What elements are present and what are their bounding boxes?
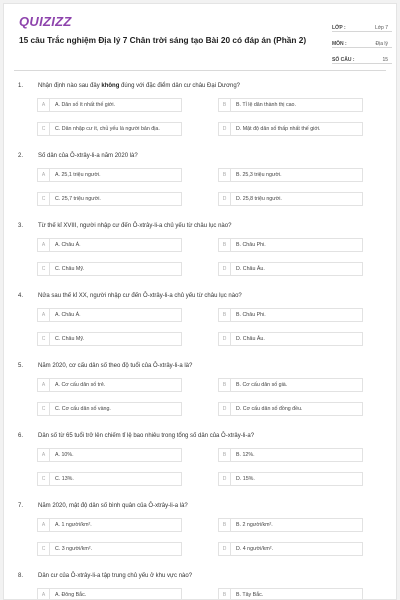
- option-text: C. 3 người/km².: [55, 546, 93, 552]
- question-number: 8.: [18, 573, 24, 579]
- question-text-part: Số dân của Ô-xtrây-li-a năm 2020 là?: [38, 153, 138, 159]
- worksheet-header: [4, 4, 396, 66]
- option-text: C. 25,7 triệu người.: [55, 196, 101, 202]
- answer-option-a[interactable]: [37, 168, 182, 182]
- option-letter-box: A: [38, 379, 50, 391]
- option-letter-box: A: [38, 589, 50, 600]
- option-letter-box: C: [38, 123, 50, 135]
- question-header: [18, 573, 192, 579]
- option-text: D. 25,8 triệu người.: [236, 196, 282, 202]
- option-text: D. 4 người/km².: [236, 546, 274, 552]
- answer-option-b[interactable]: [218, 98, 363, 112]
- option-text: A. 10%.: [55, 452, 74, 458]
- option-text: D. Châu Âu.: [236, 266, 265, 272]
- header-divider: [14, 70, 386, 71]
- option-text: A. Châu Á.: [55, 242, 81, 248]
- question-text-part: Dân cư của Ô-xtrây-li-a tập trung chủ yếu ở khu vực nào?: [38, 573, 193, 579]
- meta-count-label: SỐ CÂU :: [332, 57, 355, 63]
- answer-option-c[interactable]: [37, 192, 182, 206]
- option-letter-box: D: [219, 403, 231, 415]
- question-item: [4, 428, 396, 498]
- question-text-part: Năm 2020, mật độ dân số bình quân của Ô-xtrây-li-a là?: [38, 503, 188, 509]
- option-text: A. Đông Bắc.: [55, 592, 87, 598]
- option-letter-box: B: [219, 99, 231, 111]
- meta-subject: [332, 32, 392, 48]
- option-text: A. 1 người/km².: [55, 522, 92, 528]
- option-text: C. Dân nhập cư ít, chủ yếu là người bản địa.: [55, 126, 160, 132]
- answer-option-b[interactable]: [218, 588, 363, 600]
- meta-subject-label: MÔN :: [332, 41, 347, 47]
- option-text: B. Châu Phi.: [236, 312, 266, 318]
- question-item: [4, 498, 396, 568]
- worksheet-page: [3, 3, 397, 600]
- option-letter-box: D: [219, 263, 231, 275]
- answer-option-c[interactable]: [37, 402, 182, 416]
- answer-option-c[interactable]: [37, 262, 182, 276]
- option-letter-box: B: [219, 589, 231, 600]
- option-letter-box: B: [219, 519, 231, 531]
- question-text: [38, 363, 192, 369]
- question-item: [4, 568, 396, 600]
- question-text-part: Dân số từ 65 tuổi trở lên chiếm tỉ lệ bao nhiêu trong tổng số dân của Ô-xtrây-li-a?: [38, 433, 255, 439]
- question-item: [4, 358, 396, 428]
- answer-option-d[interactable]: [218, 472, 363, 486]
- meta-grade-label: LỚP :: [332, 25, 346, 31]
- answer-option-d[interactable]: [218, 332, 363, 346]
- option-text: B. Cơ cấu dân số già.: [236, 382, 288, 388]
- answer-option-b[interactable]: [218, 518, 363, 532]
- option-text: C. 13%.: [55, 476, 74, 482]
- option-text: B. 12%.: [236, 452, 255, 458]
- option-letter-box: A: [38, 449, 50, 461]
- question-header: [18, 363, 192, 369]
- question-number: 5.: [18, 363, 24, 369]
- answer-option-a[interactable]: [37, 588, 182, 600]
- question-number: 2.: [18, 153, 24, 159]
- option-text: B. 25,3 triệu người.: [236, 172, 282, 178]
- option-letter-box: D: [219, 193, 231, 205]
- question-text-part: đúng với đặc điểm dân cư châu Đại Dương?: [119, 83, 241, 89]
- answer-option-d[interactable]: [218, 262, 363, 276]
- question-text-part: Nhận định nào sau đây: [38, 83, 102, 89]
- meta-grade: [332, 16, 392, 32]
- answer-option-c[interactable]: [37, 472, 182, 486]
- question-header: [18, 83, 240, 89]
- option-text: A. Dân số ít nhất thế giới.: [55, 102, 116, 108]
- question-header: [18, 503, 188, 509]
- answer-option-a[interactable]: [37, 308, 182, 322]
- option-letter-box: C: [38, 403, 50, 415]
- option-letter-box: C: [38, 543, 50, 555]
- question-item: [4, 218, 396, 288]
- option-letter-box: B: [219, 309, 231, 321]
- option-text: B. Tây Bắc.: [236, 592, 264, 598]
- question-number: 4.: [18, 293, 24, 299]
- option-text: D. Cơ cấu dân số đồng đều.: [236, 406, 303, 412]
- option-text: A. Cơ cấu dân số trẻ.: [55, 382, 106, 388]
- option-letter-box: B: [219, 239, 231, 251]
- question-item: [4, 148, 396, 218]
- question-text: [38, 293, 242, 299]
- answer-option-c[interactable]: [37, 542, 182, 556]
- question-text: [38, 433, 254, 439]
- meta-subject-value: Địa lý: [375, 41, 388, 47]
- answer-option-c[interactable]: [37, 122, 182, 136]
- option-letter-box: A: [38, 519, 50, 531]
- option-letter-box: C: [38, 263, 50, 275]
- answer-option-a[interactable]: [37, 518, 182, 532]
- question-item: [4, 78, 396, 148]
- option-text: D. Châu Âu.: [236, 336, 265, 342]
- worksheet-meta: [332, 16, 392, 64]
- meta-count-value: 15: [382, 57, 388, 63]
- question-number: 1.: [18, 83, 24, 89]
- question-list: [4, 78, 396, 600]
- question-header: [18, 433, 254, 439]
- answer-option-b[interactable]: [218, 448, 363, 462]
- option-letter-box: C: [38, 473, 50, 485]
- answer-option-a[interactable]: [37, 238, 182, 252]
- answer-option-a[interactable]: [37, 98, 182, 112]
- option-letter-box: B: [219, 169, 231, 181]
- question-number: 6.: [18, 433, 24, 439]
- answer-option-d[interactable]: [218, 542, 363, 556]
- option-letter-box: D: [219, 543, 231, 555]
- question-number: 7.: [18, 503, 24, 509]
- meta-grade-value: Lớp 7: [374, 25, 388, 31]
- option-letter-box: A: [38, 239, 50, 251]
- answer-option-a[interactable]: [37, 378, 182, 392]
- option-letter-box: A: [38, 99, 50, 111]
- option-text: D. 15%.: [236, 476, 255, 482]
- answer-option-c[interactable]: [37, 332, 182, 346]
- question-text-emphasis: không: [101, 83, 120, 89]
- option-text: B. Tỉ lệ dân thành thị cao.: [236, 102, 296, 108]
- option-letter-box: C: [38, 193, 50, 205]
- question-header: [18, 153, 138, 159]
- question-text-part: Năm 2020, cơ cấu dân số theo độ tuổi của Ô-xtrây-li-a là?: [38, 363, 193, 369]
- question-text: [38, 503, 188, 509]
- option-letter-box: B: [219, 449, 231, 461]
- answer-option-b[interactable]: [218, 168, 363, 182]
- answer-option-d[interactable]: [218, 192, 363, 206]
- answer-option-b[interactable]: [218, 378, 363, 392]
- option-text: C. Châu Mỹ.: [55, 266, 85, 272]
- answer-option-d[interactable]: [218, 122, 363, 136]
- meta-question-count: [332, 48, 392, 64]
- answer-option-a[interactable]: [37, 448, 182, 462]
- question-text: [38, 573, 192, 579]
- option-letter-box: A: [38, 169, 50, 181]
- option-letter-box: B: [219, 379, 231, 391]
- option-letter-box: D: [219, 333, 231, 345]
- option-letter-box: A: [38, 309, 50, 321]
- question-text: [38, 223, 231, 229]
- option-text: B. 2 người/km².: [236, 522, 273, 528]
- option-text: A. Châu Á.: [55, 312, 81, 318]
- question-text: [38, 83, 240, 89]
- option-letter-box: D: [219, 473, 231, 485]
- question-text-part: Từ thế kỉ XVIII, người nhập cư đến Ô-xtrây-li-a chủ yếu từ châu lục nào?: [38, 223, 232, 229]
- question-text: [38, 153, 138, 159]
- question-text-part: Nửa sau thế kỉ XX, người nhập cư đến Ô-xtrây-li-a chủ yếu từ châu lục nào?: [38, 293, 242, 299]
- worksheet-title: 15 câu Trắc nghiệm Địa lý 7 Chân trời sáng tạo Bài 20 có đáp án (Phần 2): [19, 35, 307, 45]
- answer-option-d[interactable]: [218, 402, 363, 416]
- option-letter-box: C: [38, 333, 50, 345]
- quizizz-logo: QUIZIZZ: [19, 14, 72, 29]
- option-text: C. Châu Mỹ.: [55, 336, 85, 342]
- option-text: A. 25,1 triệu người.: [55, 172, 101, 178]
- option-text: B. Châu Phi.: [236, 242, 266, 248]
- option-text: D. Mật độ dân số thấp nhất thế giới.: [236, 126, 321, 132]
- answer-option-b[interactable]: [218, 238, 363, 252]
- answer-option-b[interactable]: [218, 308, 363, 322]
- option-text: C. Cơ cấu dân số vàng.: [55, 406, 111, 412]
- option-letter-box: D: [219, 123, 231, 135]
- question-item: [4, 288, 396, 358]
- question-header: [18, 223, 231, 229]
- question-number: 3.: [18, 223, 24, 229]
- question-header: [18, 293, 242, 299]
